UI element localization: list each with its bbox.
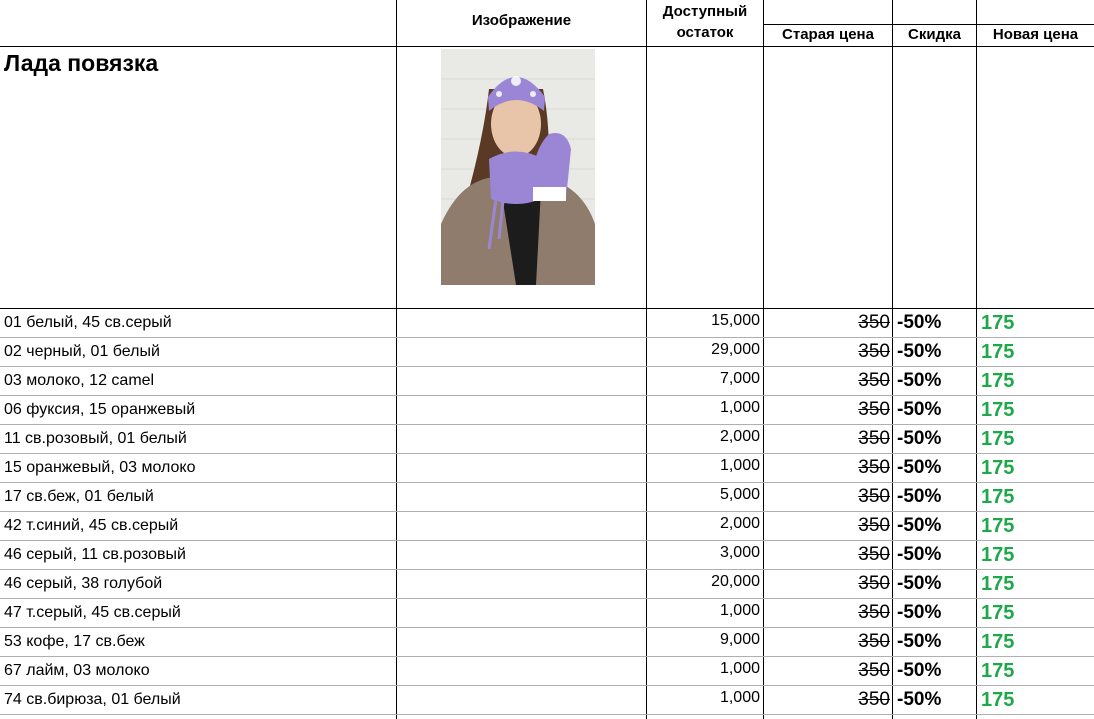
row-discount: -50% <box>897 457 942 478</box>
row-discount: -50% <box>897 660 942 681</box>
header-stock-line1: Доступный <box>662 3 748 20</box>
row-color-name: 42 т.синий, 45 св.серый <box>4 517 179 534</box>
row-new-price: 175 <box>981 370 1015 392</box>
row-new-price: 175 <box>981 544 1015 566</box>
row-new-price: 175 <box>981 399 1015 421</box>
row-new-price: 175 <box>981 573 1015 595</box>
row-stock: 1,000 <box>719 399 760 416</box>
row-discount: -50% <box>897 428 942 449</box>
row-stock: 3,000 <box>719 544 760 561</box>
row-discount: -50% <box>897 515 942 536</box>
row-old-price: 350 <box>858 660 890 681</box>
row-old-price: 350 <box>858 341 890 362</box>
product-title: Лада повязка <box>4 50 159 76</box>
row-new-price: 175 <box>981 515 1015 537</box>
row-old-price: 350 <box>858 312 890 333</box>
row-new-price: 175 <box>981 631 1015 653</box>
row-stock: 29,000 <box>711 341 760 358</box>
row-stock: 1,000 <box>719 689 760 706</box>
row-color-name: 47 т.серый, 45 св.серый <box>4 604 181 621</box>
row-stock: 1,000 <box>719 457 760 474</box>
row-color-name: 06 фуксия, 15 оранжевый <box>4 401 196 418</box>
header-old-price: Старая цена <box>782 26 874 43</box>
row-new-price: 175 <box>981 486 1015 508</box>
row-new-price: 175 <box>981 428 1015 450</box>
row-color-name: 15 оранжевый, 03 молоко <box>4 459 196 476</box>
grid-line <box>0 46 1094 47</box>
row-old-price: 350 <box>858 689 890 710</box>
row-color-name: 02 черный, 01 белый <box>4 343 160 360</box>
row-new-price: 175 <box>981 660 1015 682</box>
header-new-price: Новая цена <box>992 26 1079 43</box>
row-stock: 1,000 <box>719 602 760 619</box>
row-color-name: 01 белый, 45 св.серый <box>4 314 172 331</box>
row-discount: -50% <box>897 486 942 507</box>
row-color-name: 67 лайм, 03 молоко <box>4 662 150 679</box>
header-discount: Скидка <box>908 26 961 43</box>
row-stock: 15,000 <box>711 312 760 329</box>
row-color-name: 53 кофе, 17 св.беж <box>4 633 145 650</box>
row-color-name: 46 серый, 38 голубой <box>4 575 163 592</box>
row-color-name: 74 св.бирюза, 01 белый <box>4 691 181 708</box>
row-discount: -50% <box>897 573 942 594</box>
row-old-price: 350 <box>858 370 890 391</box>
row-old-price: 350 <box>858 573 890 594</box>
row-old-price: 350 <box>858 486 890 507</box>
row-new-price: 175 <box>981 312 1015 334</box>
row-new-price: 175 <box>981 602 1015 624</box>
row-color-name: 17 св.беж, 01 белый <box>4 488 154 505</box>
row-old-price: 350 <box>858 399 890 420</box>
row-stock: 7,000 <box>719 370 760 387</box>
row-color-name: 11 св.розовый, 01 белый <box>4 430 187 447</box>
row-discount: -50% <box>897 689 942 710</box>
row-discount: -50% <box>897 602 942 623</box>
row-new-price: 175 <box>981 689 1015 711</box>
row-old-price: 350 <box>858 457 890 478</box>
row-old-price: 350 <box>858 602 890 623</box>
row-color-name: 03 молоко, 12 camel <box>4 372 155 389</box>
row-old-price: 350 <box>858 544 890 565</box>
row-discount: -50% <box>897 399 942 420</box>
row-stock: 2,000 <box>719 428 760 445</box>
row-discount: -50% <box>897 631 942 652</box>
row-stock: 2,000 <box>719 515 760 532</box>
row-new-price: 175 <box>981 341 1015 363</box>
grid-line <box>396 0 397 719</box>
row-stock: 9,000 <box>719 631 760 648</box>
header-image: Изображение <box>471 12 572 29</box>
row-old-price: 350 <box>858 428 890 449</box>
row-divider <box>0 714 1094 715</box>
row-discount: -50% <box>897 370 942 391</box>
row-old-price: 350 <box>858 631 890 652</box>
row-stock: 5,000 <box>719 486 760 503</box>
product-photo <box>441 49 595 285</box>
row-discount: -50% <box>897 341 942 362</box>
row-discount: -50% <box>897 312 942 333</box>
row-new-price: 175 <box>981 457 1015 479</box>
row-old-price: 350 <box>858 515 890 536</box>
header-stock-line2: остаток <box>676 24 734 41</box>
row-stock: 1,000 <box>719 660 760 677</box>
row-discount: -50% <box>897 544 942 565</box>
row-color-name: 46 серый, 11 св.розовый <box>4 546 186 563</box>
row-stock: 20,000 <box>711 573 760 590</box>
grid-line <box>763 24 1094 25</box>
